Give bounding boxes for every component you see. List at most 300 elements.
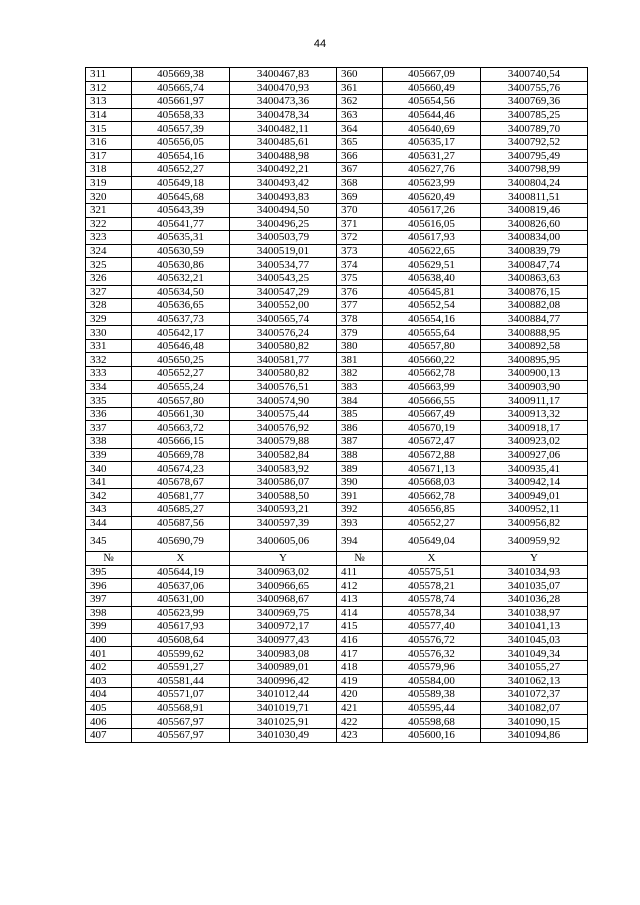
y-left-cell: 3400576,24 <box>230 326 337 340</box>
point-number-left-cell: 335 <box>86 394 132 408</box>
table-row <box>86 285 588 299</box>
y-right-cell: 3400792,52 <box>481 135 588 149</box>
y-right-cell: 3401094,86 <box>481 728 588 742</box>
x-right-cell: 405655,64 <box>383 326 481 340</box>
x-left-cell: 405655,24 <box>132 380 230 394</box>
table-row <box>86 620 588 634</box>
y-left-cell: 3400582,84 <box>230 448 337 462</box>
point-number-right-cell: 394 <box>337 530 383 552</box>
table-row <box>86 163 588 177</box>
point-number-right-cell: 415 <box>337 620 383 634</box>
y-right-cell: 3400769,36 <box>481 95 588 109</box>
point-number-left-cell: 342 <box>86 489 132 503</box>
table-row <box>86 660 588 674</box>
point-number-right-cell: 417 <box>337 647 383 661</box>
point-number-left-cell: 398 <box>86 606 132 620</box>
point-number-right-cell: 364 <box>337 122 383 136</box>
x-right-cell: 405644,46 <box>383 108 481 122</box>
table-row <box>86 715 588 729</box>
point-number-left-cell: 315 <box>86 122 132 136</box>
x-left-cell: 405687,56 <box>132 516 230 530</box>
table-row <box>86 258 588 272</box>
x-left-cell: 405674,23 <box>132 462 230 476</box>
table-row <box>86 68 588 82</box>
point-number-right-cell: 414 <box>337 606 383 620</box>
x-left-cell: 405665,74 <box>132 81 230 95</box>
x-right-cell: 405635,17 <box>383 135 481 149</box>
table-row <box>86 475 588 489</box>
table-row <box>86 448 588 462</box>
x-right-cell: 405578,21 <box>383 579 481 593</box>
x-right-cell: 405671,13 <box>383 462 481 476</box>
y-right-cell: 3400903,90 <box>481 380 588 394</box>
y-left-cell: 3400547,29 <box>230 285 337 299</box>
table-row <box>86 633 588 647</box>
y-left-cell: 3400966,65 <box>230 579 337 593</box>
point-number-left-cell: 316 <box>86 135 132 149</box>
x-right-cell: 405595,44 <box>383 701 481 715</box>
y-left-cell: 3400496,25 <box>230 217 337 231</box>
y-left-cell: 3400593,21 <box>230 503 337 517</box>
point-number-right-cell: 366 <box>337 149 383 163</box>
x-right-cell: 405631,27 <box>383 149 481 163</box>
x-right-cell: 405598,68 <box>383 715 481 729</box>
point-number-left-cell: 397 <box>86 592 132 606</box>
table-row <box>86 217 588 231</box>
x-right-cell: 405670,19 <box>383 421 481 435</box>
point-number-right-cell: 413 <box>337 592 383 606</box>
point-number-right-cell: 363 <box>337 108 383 122</box>
y-right-cell: 3400826,60 <box>481 217 588 231</box>
table-row <box>86 435 588 449</box>
x-left-cell: 405631,00 <box>132 592 230 606</box>
y-left-cell: 3400580,82 <box>230 367 337 381</box>
header-number-right: № <box>337 552 383 566</box>
y-right-cell: 3400918,17 <box>481 421 588 435</box>
y-left-cell: 3400586,07 <box>230 475 337 489</box>
point-number-left-cell: 323 <box>86 231 132 245</box>
x-right-cell: 405656,85 <box>383 503 481 517</box>
point-number-right-cell: 360 <box>337 68 383 82</box>
x-left-cell: 405637,06 <box>132 579 230 593</box>
point-number-left-cell: 401 <box>86 647 132 661</box>
point-number-right-cell: 388 <box>337 448 383 462</box>
point-number-left-cell: 314 <box>86 108 132 122</box>
y-left-cell: 3400482,11 <box>230 122 337 136</box>
x-right-cell: 405584,00 <box>383 674 481 688</box>
y-right-cell: 3400923,02 <box>481 435 588 449</box>
point-number-left-cell: 400 <box>86 633 132 647</box>
table-row <box>86 530 588 552</box>
x-left-cell: 405623,99 <box>132 606 230 620</box>
y-right-cell: 3400882,08 <box>481 299 588 313</box>
y-right-cell: 3400900,13 <box>481 367 588 381</box>
x-right-cell: 405652,27 <box>383 516 481 530</box>
y-left-cell: 3400972,17 <box>230 620 337 634</box>
x-right-cell: 405629,51 <box>383 258 481 272</box>
y-right-cell: 3401038,97 <box>481 606 588 620</box>
y-right-cell: 3400949,01 <box>481 489 588 503</box>
x-right-cell: 405575,51 <box>383 565 481 579</box>
x-left-cell: 405567,97 <box>132 715 230 729</box>
point-number-right-cell: 385 <box>337 407 383 421</box>
point-number-right-cell: 369 <box>337 190 383 204</box>
point-number-left-cell: 395 <box>86 565 132 579</box>
point-number-right-cell: 383 <box>337 380 383 394</box>
x-left-cell: 405669,38 <box>132 68 230 82</box>
y-right-cell: 3401049,34 <box>481 647 588 661</box>
table-row <box>86 149 588 163</box>
y-left-cell: 3400467,83 <box>230 68 337 82</box>
table-row <box>86 203 588 217</box>
x-left-cell: 405637,73 <box>132 312 230 326</box>
y-right-cell: 3400740,54 <box>481 68 588 82</box>
y-right-cell: 3400911,17 <box>481 394 588 408</box>
x-right-cell: 405638,40 <box>383 271 481 285</box>
y-left-cell: 3400534,77 <box>230 258 337 272</box>
y-right-cell: 3400798,99 <box>481 163 588 177</box>
x-left-cell: 405652,27 <box>132 163 230 177</box>
point-number-left-cell: 403 <box>86 674 132 688</box>
y-right-cell: 3400913,32 <box>481 407 588 421</box>
table-row <box>86 231 588 245</box>
y-left-cell: 3400969,75 <box>230 606 337 620</box>
table-row <box>86 81 588 95</box>
point-number-left-cell: 344 <box>86 516 132 530</box>
y-left-cell: 3400565,74 <box>230 312 337 326</box>
x-left-cell: 405666,15 <box>132 435 230 449</box>
point-number-right-cell: 393 <box>337 516 383 530</box>
table-row <box>86 353 588 367</box>
header-x-right: X <box>383 552 481 566</box>
x-left-cell: 405591,27 <box>132 660 230 674</box>
table-row <box>86 271 588 285</box>
x-right-cell: 405622,65 <box>383 244 481 258</box>
x-left-cell: 405690,79 <box>132 530 230 552</box>
coordinates-table <box>85 67 588 743</box>
x-left-cell: 405649,18 <box>132 176 230 190</box>
x-right-cell: 405640,69 <box>383 122 481 136</box>
point-number-right-cell: 368 <box>337 176 383 190</box>
x-right-cell: 405660,49 <box>383 81 481 95</box>
x-right-cell: 405667,09 <box>383 68 481 82</box>
table-row <box>86 326 588 340</box>
point-number-left-cell: 334 <box>86 380 132 394</box>
x-right-cell: 405672,88 <box>383 448 481 462</box>
x-right-cell: 405620,49 <box>383 190 481 204</box>
point-number-right-cell: 390 <box>337 475 383 489</box>
x-right-cell: 405616,05 <box>383 217 481 231</box>
point-number-left-cell: 406 <box>86 715 132 729</box>
y-left-cell: 3400493,42 <box>230 176 337 190</box>
point-number-left-cell: 325 <box>86 258 132 272</box>
y-left-cell: 3400492,21 <box>230 163 337 177</box>
point-number-left-cell: 343 <box>86 503 132 517</box>
table-row <box>86 380 588 394</box>
point-number-right-cell: 423 <box>337 728 383 742</box>
table-row <box>86 489 588 503</box>
x-right-cell: 405578,34 <box>383 606 481 620</box>
point-number-right-cell: 384 <box>337 394 383 408</box>
point-number-right-cell: 420 <box>337 688 383 702</box>
x-left-cell: 405643,39 <box>132 203 230 217</box>
point-number-right-cell: 412 <box>337 579 383 593</box>
point-number-left-cell: 331 <box>86 339 132 353</box>
point-number-left-cell: 332 <box>86 353 132 367</box>
table-row <box>86 394 588 408</box>
point-number-right-cell: 418 <box>337 660 383 674</box>
y-right-cell: 3401045,03 <box>481 633 588 647</box>
table-row <box>86 312 588 326</box>
table-row <box>86 688 588 702</box>
x-left-cell: 405635,31 <box>132 231 230 245</box>
point-number-right-cell: 365 <box>337 135 383 149</box>
point-number-left-cell: 324 <box>86 244 132 258</box>
x-right-cell: 405654,56 <box>383 95 481 109</box>
x-right-cell: 405623,99 <box>383 176 481 190</box>
table-row <box>86 728 588 742</box>
y-left-cell: 3400576,92 <box>230 421 337 435</box>
header-y-right: Y <box>481 552 588 566</box>
point-number-left-cell: 311 <box>86 68 132 82</box>
x-left-cell: 405641,77 <box>132 217 230 231</box>
y-right-cell: 3401034,93 <box>481 565 588 579</box>
table-row <box>86 565 588 579</box>
y-right-cell: 3400789,70 <box>481 122 588 136</box>
x-right-cell: 405654,16 <box>383 312 481 326</box>
y-right-cell: 3400839,79 <box>481 244 588 258</box>
y-right-cell: 3400952,11 <box>481 503 588 517</box>
header-row <box>86 552 588 566</box>
point-number-left-cell: 319 <box>86 176 132 190</box>
x-left-cell: 405657,39 <box>132 122 230 136</box>
y-right-cell: 3400892,58 <box>481 339 588 353</box>
y-right-cell: 3401072,37 <box>481 688 588 702</box>
point-number-right-cell: 361 <box>337 81 383 95</box>
point-number-right-cell: 367 <box>337 163 383 177</box>
x-left-cell: 405656,05 <box>132 135 230 149</box>
table-row <box>86 579 588 593</box>
point-number-right-cell: 380 <box>337 339 383 353</box>
x-left-cell: 405654,16 <box>132 149 230 163</box>
table-row <box>86 701 588 715</box>
point-number-right-cell: 375 <box>337 271 383 285</box>
table-row <box>86 462 588 476</box>
y-left-cell: 3400989,01 <box>230 660 337 674</box>
x-right-cell: 405617,93 <box>383 231 481 245</box>
y-right-cell: 3400863,63 <box>481 271 588 285</box>
x-left-cell: 405636,65 <box>132 299 230 313</box>
x-right-cell: 405627,76 <box>383 163 481 177</box>
y-right-cell: 3400755,76 <box>481 81 588 95</box>
point-number-right-cell: 422 <box>337 715 383 729</box>
x-right-cell: 405649,04 <box>383 530 481 552</box>
point-number-left-cell: 407 <box>86 728 132 742</box>
y-left-cell: 3400519,01 <box>230 244 337 258</box>
table-row <box>86 190 588 204</box>
y-right-cell: 3401035,07 <box>481 579 588 593</box>
x-right-cell: 405667,49 <box>383 407 481 421</box>
y-right-cell: 3400876,15 <box>481 285 588 299</box>
point-number-right-cell: 381 <box>337 353 383 367</box>
y-left-cell: 3401025,91 <box>230 715 337 729</box>
point-number-right-cell: 421 <box>337 701 383 715</box>
y-right-cell: 3400895,95 <box>481 353 588 367</box>
point-number-left-cell: 340 <box>86 462 132 476</box>
table-row <box>86 421 588 435</box>
point-number-left-cell: 402 <box>86 660 132 674</box>
y-left-cell: 3400575,44 <box>230 407 337 421</box>
header-x-left: X <box>132 552 230 566</box>
y-left-cell: 3400574,90 <box>230 394 337 408</box>
y-right-cell: 3401082,07 <box>481 701 588 715</box>
x-right-cell: 405578,74 <box>383 592 481 606</box>
y-left-cell: 3400470,93 <box>230 81 337 95</box>
x-right-cell: 405600,16 <box>383 728 481 742</box>
point-number-left-cell: 312 <box>86 81 132 95</box>
y-left-cell: 3400996,42 <box>230 674 337 688</box>
point-number-left-cell: 336 <box>86 407 132 421</box>
y-left-cell: 3400493,83 <box>230 190 337 204</box>
point-number-right-cell: 382 <box>337 367 383 381</box>
y-right-cell: 3400785,25 <box>481 108 588 122</box>
table-row <box>86 108 588 122</box>
y-right-cell: 3401062,13 <box>481 674 588 688</box>
table-row <box>86 95 588 109</box>
table-row <box>86 176 588 190</box>
table-row <box>86 674 588 688</box>
x-right-cell: 405660,22 <box>383 353 481 367</box>
y-left-cell: 3400581,77 <box>230 353 337 367</box>
point-number-right-cell: 371 <box>337 217 383 231</box>
point-number-right-cell: 370 <box>337 203 383 217</box>
x-right-cell: 405666,55 <box>383 394 481 408</box>
x-left-cell: 405652,27 <box>132 367 230 381</box>
point-number-right-cell: 391 <box>337 489 383 503</box>
y-right-cell: 3400819,46 <box>481 203 588 217</box>
point-number-left-cell: 329 <box>86 312 132 326</box>
x-left-cell: 405678,67 <box>132 475 230 489</box>
table-row <box>86 122 588 136</box>
y-left-cell: 3400597,39 <box>230 516 337 530</box>
point-number-right-cell: 372 <box>337 231 383 245</box>
y-right-cell: 3400956,82 <box>481 516 588 530</box>
y-left-cell: 3400963,02 <box>230 565 337 579</box>
point-number-left-cell: 328 <box>86 299 132 313</box>
y-right-cell: 3401090,15 <box>481 715 588 729</box>
y-left-cell: 3400977,43 <box>230 633 337 647</box>
y-right-cell: 3400847,74 <box>481 258 588 272</box>
table-row <box>86 135 588 149</box>
header-y-left: Y <box>230 552 337 566</box>
table-row <box>86 244 588 258</box>
x-right-cell: 405663,99 <box>383 380 481 394</box>
x-left-cell: 405581,44 <box>132 674 230 688</box>
y-right-cell: 3400927,06 <box>481 448 588 462</box>
y-left-cell: 3400583,92 <box>230 462 337 476</box>
point-number-left-cell: 317 <box>86 149 132 163</box>
x-left-cell: 405617,93 <box>132 620 230 634</box>
y-left-cell: 3400576,51 <box>230 380 337 394</box>
coordinates-table-bottom <box>86 565 588 742</box>
x-left-cell: 405599,62 <box>132 647 230 661</box>
table-row <box>86 407 588 421</box>
point-number-left-cell: 318 <box>86 163 132 177</box>
point-number-right-cell: 386 <box>337 421 383 435</box>
x-left-cell: 405663,72 <box>132 421 230 435</box>
page-number: 44 <box>313 38 327 50</box>
y-left-cell: 3401012,44 <box>230 688 337 702</box>
table-row <box>86 516 588 530</box>
y-left-cell: 3400983,08 <box>230 647 337 661</box>
point-number-left-cell: 399 <box>86 620 132 634</box>
y-left-cell: 3400543,25 <box>230 271 337 285</box>
x-left-cell: 405567,97 <box>132 728 230 742</box>
x-left-cell: 405681,77 <box>132 489 230 503</box>
y-right-cell: 3401055,27 <box>481 660 588 674</box>
table-row <box>86 299 588 313</box>
y-left-cell: 3400473,36 <box>230 95 337 109</box>
x-right-cell: 405645,81 <box>383 285 481 299</box>
point-number-left-cell: 396 <box>86 579 132 593</box>
point-number-left-cell: 333 <box>86 367 132 381</box>
y-right-cell: 3400942,14 <box>481 475 588 489</box>
y-left-cell: 3400494,50 <box>230 203 337 217</box>
y-left-cell: 3401019,71 <box>230 701 337 715</box>
table-row <box>86 592 588 606</box>
x-left-cell: 405657,80 <box>132 394 230 408</box>
table-row <box>86 339 588 353</box>
point-number-left-cell: 322 <box>86 217 132 231</box>
table-row <box>86 503 588 517</box>
y-right-cell: 3401036,28 <box>481 592 588 606</box>
x-right-cell: 405672,47 <box>383 435 481 449</box>
table-row <box>86 647 588 661</box>
table-row <box>86 606 588 620</box>
x-right-cell: 405576,72 <box>383 633 481 647</box>
header-number-left: № <box>86 552 132 566</box>
x-left-cell: 405650,25 <box>132 353 230 367</box>
x-right-cell: 405579,96 <box>383 660 481 674</box>
table-row <box>86 367 588 381</box>
point-number-right-cell: 387 <box>337 435 383 449</box>
y-right-cell: 3400888,95 <box>481 326 588 340</box>
y-left-cell: 3400488,98 <box>230 149 337 163</box>
x-left-cell: 405645,68 <box>132 190 230 204</box>
y-right-cell: 3400959,92 <box>481 530 588 552</box>
x-left-cell: 405608,64 <box>132 633 230 647</box>
point-number-left-cell: 313 <box>86 95 132 109</box>
point-number-right-cell: 374 <box>337 258 383 272</box>
x-right-cell: 405657,80 <box>383 339 481 353</box>
y-right-cell: 3400795,49 <box>481 149 588 163</box>
x-left-cell: 405644,19 <box>132 565 230 579</box>
point-number-right-cell: 389 <box>337 462 383 476</box>
x-right-cell: 405576,32 <box>383 647 481 661</box>
x-left-cell: 405630,86 <box>132 258 230 272</box>
x-right-cell: 405668,03 <box>383 475 481 489</box>
y-left-cell: 3400552,00 <box>230 299 337 313</box>
point-number-left-cell: 339 <box>86 448 132 462</box>
y-right-cell: 3400834,00 <box>481 231 588 245</box>
y-left-cell: 3400478,34 <box>230 108 337 122</box>
point-number-left-cell: 330 <box>86 326 132 340</box>
coordinates-table-top <box>86 68 588 552</box>
y-right-cell: 3401041,13 <box>481 620 588 634</box>
x-right-cell: 405617,26 <box>383 203 481 217</box>
point-number-left-cell: 321 <box>86 203 132 217</box>
x-left-cell: 405632,21 <box>132 271 230 285</box>
